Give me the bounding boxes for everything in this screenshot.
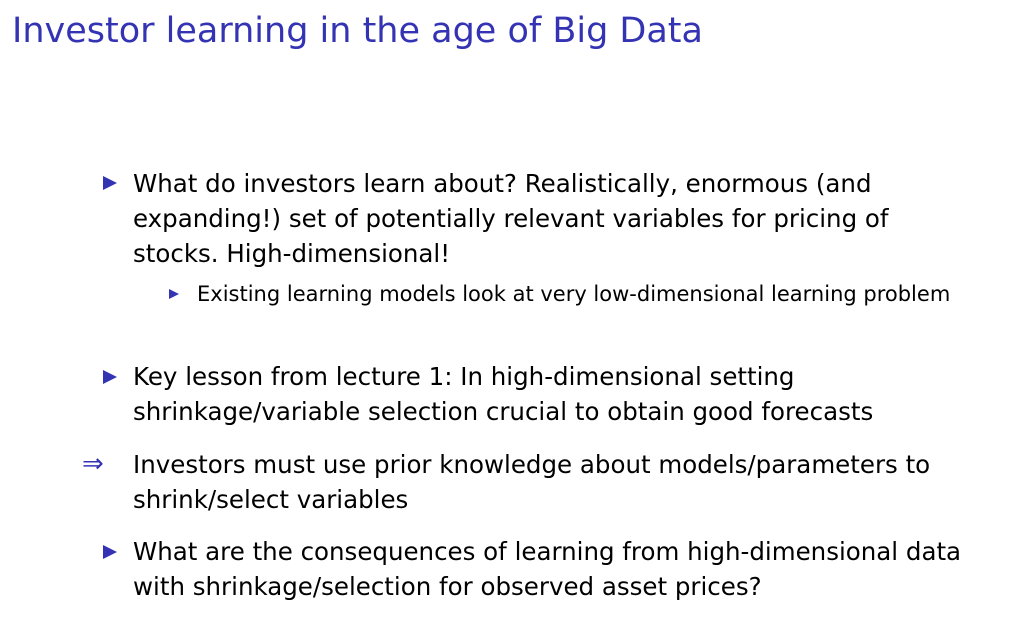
- sub-bullet-1-text: Existing learning models look at very low-dimensional learning problem: [197, 282, 951, 306]
- bullet-4-text: What are the consequences of learning from high-dimensional data with shrinkage/selection for observed asset prices?: [133, 537, 962, 601]
- bullet-3-text: Investors must use prior knowledge about models/parameters to shrink/select variables: [133, 450, 931, 514]
- bullet-triangle-icon: [103, 545, 117, 559]
- slide-title: Investor learning in the age of Big Data: [12, 11, 703, 51]
- sub-bullet-triangle-icon: [169, 289, 179, 299]
- bullet-triangle-icon: [103, 370, 117, 384]
- bullet-triangle-icon: [103, 176, 117, 190]
- bullet-2-text: Key lesson from lecture 1: In high-dimensional setting shrinkage/variable selection crucial to obtain good forecasts: [133, 362, 874, 426]
- bullet-1-text: What do investors learn about? Realistically, enormous (and expanding!) set of potentially relevant variables for pricing of stocks. High-dimensional!: [133, 169, 889, 268]
- implies-arrow-icon: ⇒: [82, 449, 104, 479]
